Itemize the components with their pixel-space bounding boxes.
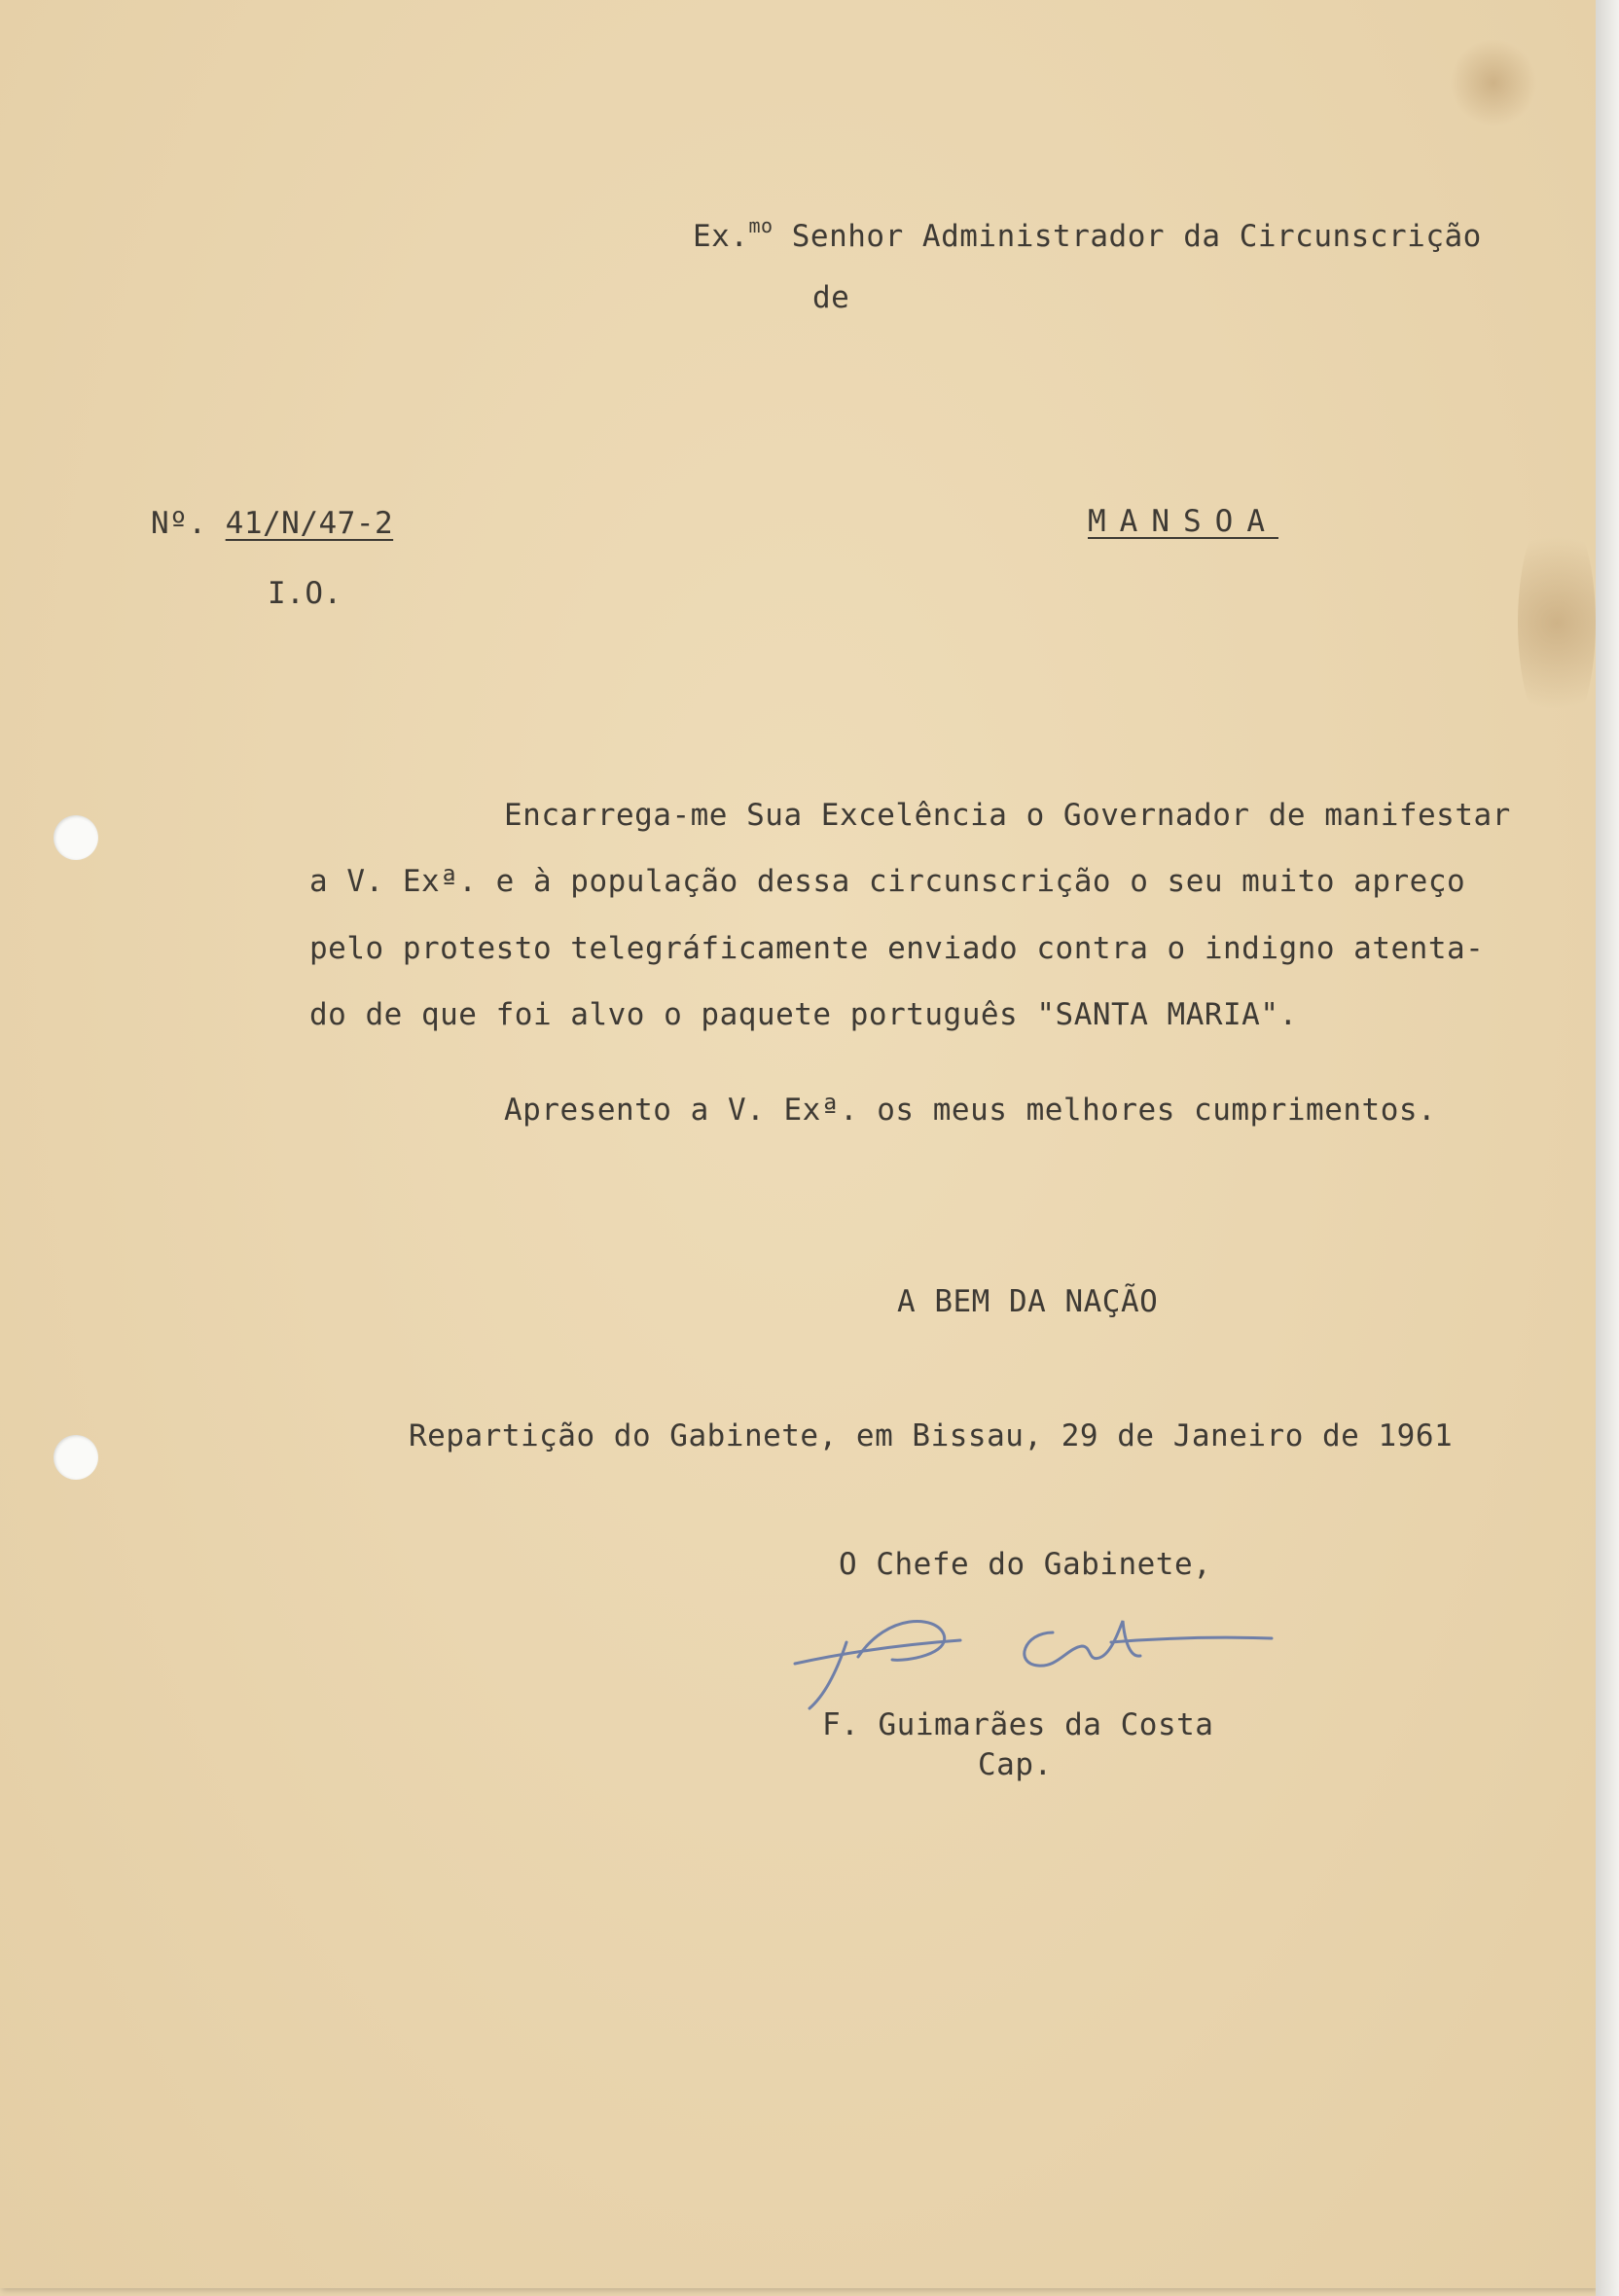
- signer-name: F. Guimarães da Costa: [822, 1707, 1214, 1742]
- reference-label: Nº.: [151, 506, 207, 541]
- closing: Apresento a V. Exª. os meus melhores cumprimentos.: [504, 1093, 1437, 1128]
- punch-hole: [54, 1435, 98, 1480]
- place-date: Repartição do Gabinete, em Bissau, 29 de Janeiro de 1961: [409, 1418, 1454, 1453]
- signer-rank: Cap.: [978, 1747, 1053, 1782]
- motto: A BEM DA NAÇÃO: [897, 1284, 1159, 1319]
- body-line-4: do de que foi alvo o paquete português "SANTA MARIA".: [309, 997, 1298, 1032]
- punch-hole: [54, 815, 98, 860]
- salutation: [693, 214, 1482, 254]
- reference-value: 41/N/47-2: [225, 506, 394, 541]
- stain: [1518, 506, 1596, 739]
- body-line-2: a V. Exª. e à população dessa circunscrição o seu muito apreço: [309, 864, 1466, 899]
- salutation-prefix: Ex.: [693, 219, 749, 254]
- handwritten-signature: [790, 1603, 1277, 1720]
- destination: MANSOA: [1088, 504, 1278, 539]
- body-line-1: Encarrega-me Sua Excelência o Governador de manifestar: [504, 798, 1511, 833]
- body-line-3: pelo protesto telegráficamente enviado contra o indigno atenta-: [309, 931, 1485, 966]
- signer-title: O Chefe do Gabinete,: [839, 1547, 1212, 1582]
- page-edge: [1596, 0, 1619, 2296]
- stain: [1450, 39, 1537, 126]
- reference-number: [151, 506, 393, 541]
- reference-code: I.O.: [268, 576, 342, 611]
- salutation-superscript: mo: [748, 214, 774, 237]
- salutation-text: Senhor Administrador da Circunscrição: [791, 219, 1482, 254]
- salutation-line-2: de: [812, 280, 850, 315]
